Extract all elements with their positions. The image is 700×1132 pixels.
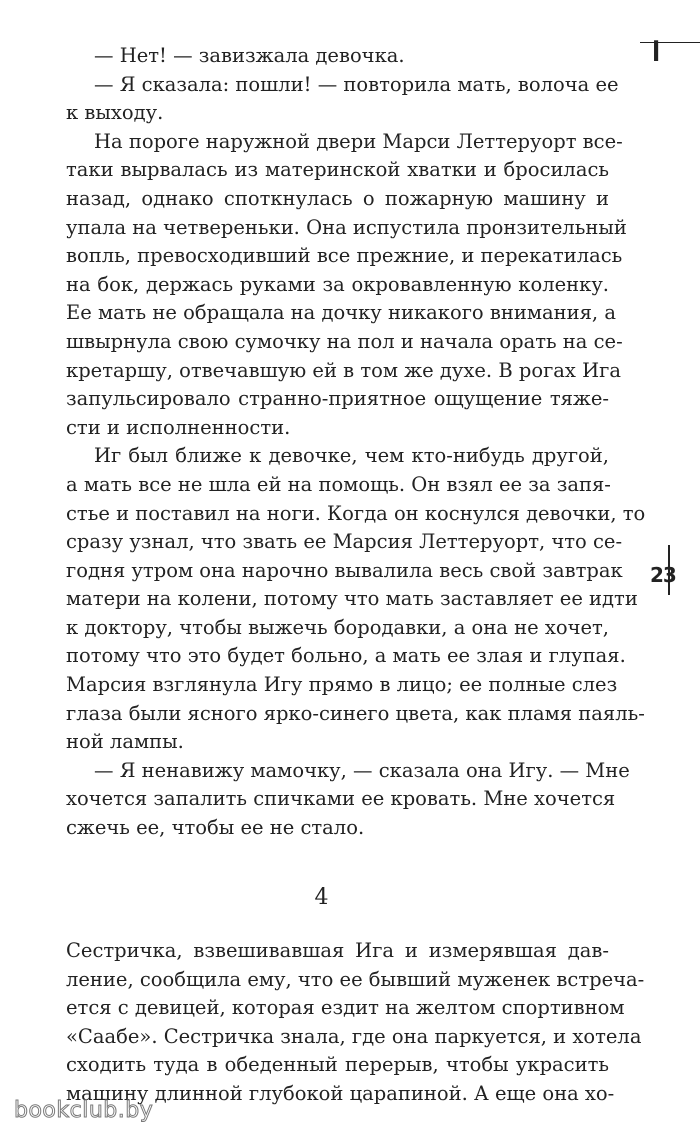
text-line: а мать все не шла ей на помощь. Он взял ее за запя- <box>66 472 611 496</box>
text-line: ной лампы. <box>66 730 184 754</box>
text-line: хочется запалить спичками ее кровать. Мне хочется <box>66 787 616 811</box>
text-line: — Нет! — завизжала девочка. <box>94 44 405 67</box>
text-line: сжечь ее, чтобы ее не стало. <box>66 816 365 840</box>
text-line: Ее мать не обращала на дочку никакого внимания, а <box>66 301 616 325</box>
running-header-rule <box>640 42 700 65</box>
text-line: На пороге наружной двери Марси Леттеруорт все- <box>94 129 623 153</box>
body-text-section-2 <box>66 937 645 1109</box>
text-line: Иг был ближе к девочке, чем кто-нибудь другой, <box>94 444 609 468</box>
body-text-section-1 <box>66 42 646 843</box>
text-line: ление, сообщила ему, что ее бывший муженек встреча- <box>66 967 645 991</box>
running-header-mark: ꟾ <box>652 42 661 67</box>
chapter-number: 4 <box>314 885 329 910</box>
text-line: Сестричка, взвешивавшая Ига и измерявшая дав- <box>66 939 609 962</box>
text-line: запульсировало странно-приятное ощущение тяже- <box>66 387 609 411</box>
text-line: ется с девицей, которая ездит на желтом спортивном <box>66 996 625 1020</box>
text-line: вопль, превосходивший все прежние, и перекатилась <box>66 244 623 268</box>
text-line: сходить туда в обеденный перерыв, чтобы украсить <box>66 1053 609 1077</box>
text-line: глаза были ясного ярко-синего цвета, как пламя паяль- <box>66 701 645 725</box>
text-line: таки вырвалась из материнской хватки и бросилась <box>66 158 609 182</box>
text-line: к доктору, чтобы выжечь бородавки, а она не хочет, <box>66 615 609 639</box>
text-line: кретаршу, отвечавшую ей в том же духе. В рогах Ига <box>66 358 621 382</box>
text-line: годня утром она нарочно вывалила весь свой завтрак <box>66 558 623 582</box>
text-line: к выходу. <box>66 101 164 125</box>
text-line: швырнула свою сумочку на пол и начала орать на се- <box>66 329 623 353</box>
text-line: Марсия взглянула Игу прямо в лицо; ее полные слез <box>66 673 618 697</box>
text-line: сразу узнал, что звать ее Марсия Леттеруорт, что се- <box>66 530 623 554</box>
text-line: упала на четвереньки. Она испустила пронзительный <box>66 215 627 239</box>
site-watermark: bookclub.by <box>14 1098 154 1123</box>
page-number: 23 <box>650 563 676 587</box>
text-line: стье и поставил на ноги. Когда он коснулся девочки, то <box>66 501 646 525</box>
text-line: матери на колени, потому что мать заставляет ее идти <box>66 587 638 611</box>
text-line: на бок, держась руками за окровавленную коленку. <box>66 272 609 296</box>
text-line: «Саабе». Сестричка знала, где она паркуется, и хотела <box>66 1024 642 1048</box>
text-line: сти и исполненности. <box>66 415 291 439</box>
text-line: назад, однако споткнулась о пожарную машину и <box>66 186 609 210</box>
text-line: потому что это будет больно, а мать ее злая и глупая. <box>66 644 626 668</box>
text-line: — Я ненавижу мамочку, — сказала она Игу. — Мне <box>94 758 630 782</box>
text-line: машину длинной глубокой царапиной. А еще она хо- <box>66 1081 615 1105</box>
text-line: — Я сказала: пошли! — повторила мать, волоча ее <box>94 72 619 96</box>
